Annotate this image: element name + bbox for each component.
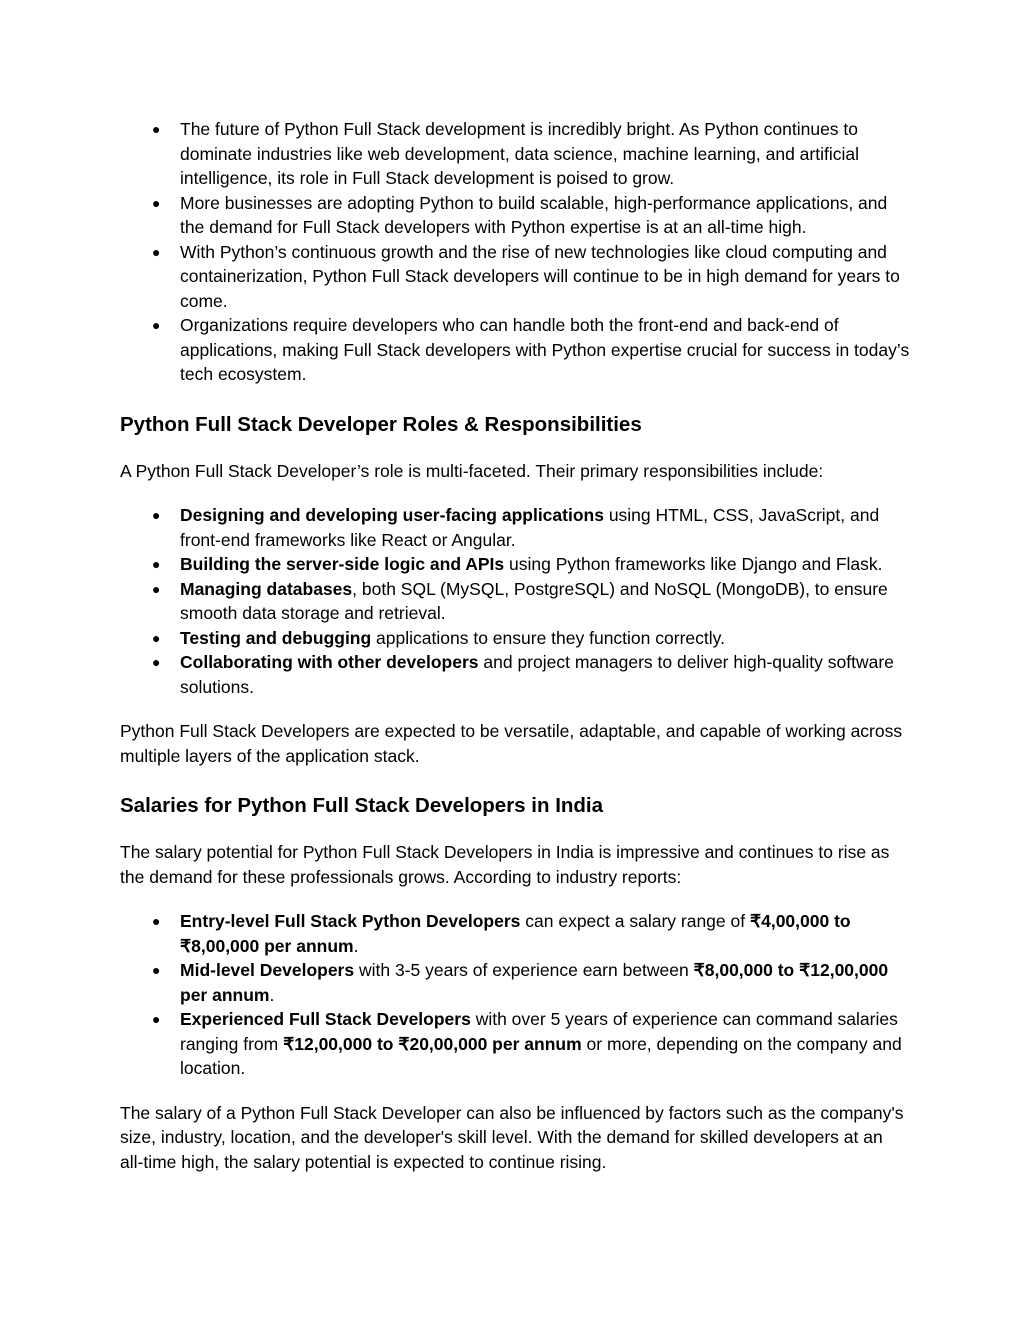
list-item xyxy=(120,503,910,552)
salary-range: ₹12,00,000 to ₹20,00,000 per annum xyxy=(283,1033,582,1054)
list-item-text: With Python’s continuous growth and the rise of new technologies like cloud computing and containerization, Python Full Stack developers will continue to be in high demand for years to come. xyxy=(180,241,900,311)
list-item-text: can expect a salary range of xyxy=(520,911,750,931)
list-item xyxy=(120,1007,910,1081)
document-page xyxy=(120,117,910,1174)
list-item-text: , both SQL (MySQL, PostgreSQL) and NoSQL (MongoDB), to ensure smooth data storage and retrieval. xyxy=(180,578,888,623)
list-item xyxy=(120,552,910,577)
bullet-icon: ● xyxy=(152,121,161,137)
bullet-icon: ● xyxy=(152,317,161,333)
list-item xyxy=(120,577,910,626)
list-item xyxy=(120,191,910,240)
list-item xyxy=(120,626,910,651)
list-item-text: More businesses are adopting Python to build scalable, high-performance applications, and the demand for Full Stack developers with Python expertise is at an all-time high. xyxy=(180,192,888,237)
list-item-text: . xyxy=(353,935,359,956)
list-item-text: . xyxy=(269,984,275,1005)
bullet-icon: ● xyxy=(152,629,161,646)
salaries-bullet-list xyxy=(120,909,910,1081)
list-item xyxy=(120,240,910,314)
list-item-text: Organizations require developers who can handle both the front-end and back-end of applications, making Full Stack developers with Python expertise crucial for success in today’s tech ecosystem. xyxy=(180,315,910,384)
list-item-text: or more, depending on the company and location. xyxy=(180,1033,902,1078)
bullet-icon: ● xyxy=(152,580,161,597)
list-item xyxy=(120,117,910,191)
salary-range: ₹4,00,000 to ₹8,00,000 per annum xyxy=(180,911,851,956)
salary-outro-paragraph: The salary of a Python Full Stack Developer can also be influenced by factors such as the company's size, industry, location, and the developer's skill level. With the demand for skilled developers at an all-time high, the salary potential is expected to continue rising. xyxy=(120,1102,904,1172)
bullet-icon: ● xyxy=(152,243,161,260)
bullet-icon: ● xyxy=(152,194,161,211)
list-item xyxy=(120,909,910,958)
list-item-text: using HTML, CSS, JavaScript, and front-end frameworks like React or Angular. xyxy=(180,505,880,550)
list-item-bold: Entry-level Full Stack Python Developers xyxy=(180,911,521,931)
list-item xyxy=(120,958,910,1007)
list-item-text: with 3-5 years of experience earn between xyxy=(354,960,694,980)
list-item-bold: Designing and developing user-facing applications xyxy=(180,505,604,525)
list-item-bold: Mid-level Developers xyxy=(180,960,355,980)
list-item-text: using Python frameworks like Django and Flask. xyxy=(504,554,883,574)
salaries-heading: Salaries for Python Full Stack Developers in India xyxy=(120,794,604,817)
list-item-text: with over 5 years of experience can command salaries ranging from xyxy=(180,1009,898,1054)
list-item xyxy=(120,650,910,699)
list-item-text: The future of Python Full Stack development is incredibly bright. As Python continues to dominate industries like web development, data science, machine learning, and artificial intelligence, its role in Full Stack development is poised to grow. xyxy=(180,119,859,188)
salary-intro-paragraph: The salary potential for Python Full Stack Developers in India is impressive and continues to rise as the demand for these professionals grows. According to industry reports: xyxy=(120,842,890,887)
roles-outro-paragraph: Python Full Stack Developers are expected to be versatile, adaptable, and capable of working across multiple layers of the application stack. xyxy=(120,721,903,766)
future-bullet-list xyxy=(120,117,910,387)
bullet-icon: ● xyxy=(152,556,161,572)
list-item-bold: Building the server-side logic and APIs xyxy=(180,554,505,574)
roles-intro-paragraph: A Python Full Stack Developer’s role is multi-faceted. Their primary responsibilities include: xyxy=(120,460,824,481)
list-item-text: and project managers to deliver high-quality software solutions. xyxy=(180,652,894,697)
list-item-bold: Testing and debugging xyxy=(180,627,372,648)
roles-heading: Python Full Stack Developer Roles & Responsibilities xyxy=(120,412,642,436)
list-item-bold: Collaborating with other developers xyxy=(180,652,479,672)
salary-range: ₹8,00,000 to ₹12,00,000 per annum xyxy=(180,960,889,1005)
bullet-icon: ● xyxy=(152,1011,161,1027)
list-item xyxy=(120,313,910,387)
bullet-icon: ● xyxy=(152,962,161,978)
bullet-icon: ● xyxy=(152,507,161,523)
bullet-icon: ● xyxy=(152,654,161,670)
list-item-text: applications to ensure they function correctly. xyxy=(371,627,725,648)
list-item-bold: Managing databases xyxy=(180,578,353,599)
bullet-icon: ● xyxy=(152,913,161,929)
roles-bullet-list xyxy=(120,503,910,699)
list-item-bold: Experienced Full Stack Developers xyxy=(180,1009,471,1029)
